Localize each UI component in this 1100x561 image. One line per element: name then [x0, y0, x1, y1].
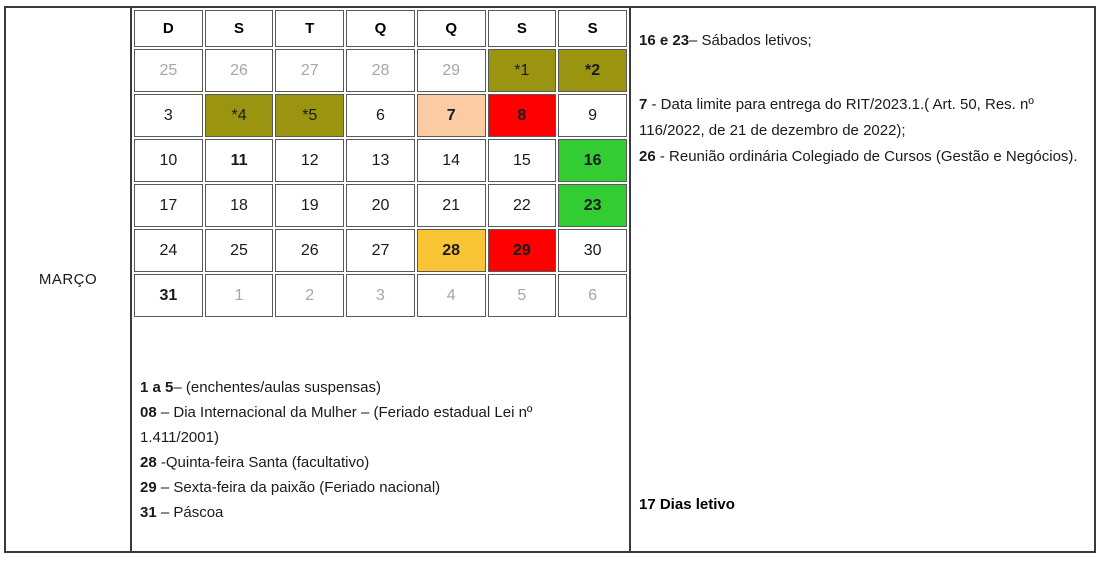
weekday-header: Q [346, 10, 415, 47]
week-row [134, 184, 627, 227]
note-line [140, 500, 615, 525]
day-cell: 9 [558, 94, 627, 137]
day-cell: 15 [488, 139, 557, 182]
note-line [140, 400, 615, 450]
day-cell: 5 [488, 274, 557, 317]
note-line [140, 375, 615, 400]
day-cell: 7 [417, 94, 486, 137]
note-prefix: 29 [140, 479, 157, 496]
day-cell: 23 [558, 184, 627, 227]
note-text: - Reunião ordinária Colegiado de Cursos (Gestão e Negócios). [655, 148, 1078, 165]
day-cell: 31 [134, 274, 203, 317]
day-cell: *5 [275, 94, 344, 137]
day-cell: 30 [558, 229, 627, 272]
day-cell: 26 [205, 49, 274, 92]
day-cell: 25 [134, 49, 203, 92]
note-text: – Sexta-feira da paixão (Feriado nacional) [156, 479, 441, 496]
weekday-header: Q [417, 10, 486, 47]
note-prefix: 28 [140, 454, 157, 471]
day-cell: 26 [275, 229, 344, 272]
day-cell: 25 [205, 229, 274, 272]
weekday-header: S [558, 10, 627, 47]
day-cell: 27 [346, 229, 415, 272]
day-cell: 29 [417, 49, 486, 92]
day-cell: *1 [488, 49, 557, 92]
day-cell: 21 [417, 184, 486, 227]
day-cell: 6 [558, 274, 627, 317]
day-cell: 6 [346, 94, 415, 137]
day-cell: 12 [275, 139, 344, 182]
calendar-weeks [134, 49, 627, 317]
week-row [134, 229, 627, 272]
day-cell: 22 [488, 184, 557, 227]
note-prefix: 16 e 23 [639, 32, 690, 49]
note-prefix: 31 [140, 504, 157, 521]
day-cell: *2 [558, 49, 627, 92]
note-text: – Dia Internacional da Mulher – (Feriado estadual Lei nº 1.411/2001) [140, 404, 533, 446]
side-notes-section [631, 8, 1094, 551]
day-cell: 14 [417, 139, 486, 182]
note-text: – Páscoa [156, 504, 224, 521]
weekday-header: S [488, 10, 557, 47]
day-cell: *4 [205, 94, 274, 137]
note-prefix: 1 a 5 [140, 379, 174, 396]
note-prefix: 26 [639, 148, 656, 165]
calendar-grid [132, 8, 629, 319]
school-days-summary: 17 Dias letivo [639, 496, 735, 513]
note-line [639, 92, 1080, 144]
calendar-section [132, 8, 631, 551]
weekday-header: S [205, 10, 274, 47]
day-cell: 4 [417, 274, 486, 317]
weekday-header: T [275, 10, 344, 47]
month-notes [132, 319, 629, 551]
note-text: – (enchentes/aulas suspensas) [173, 379, 382, 396]
day-cell: 13 [346, 139, 415, 182]
weekday-header: D [134, 10, 203, 47]
note-text: -Quinta-feira Santa (facultativo) [156, 454, 370, 471]
note-prefix: 08 [140, 404, 157, 421]
day-cell: 28 [417, 229, 486, 272]
note-prefix: 7 [639, 96, 648, 113]
month-label-cell [6, 8, 132, 551]
day-cell: 17 [134, 184, 203, 227]
day-cell: 29 [488, 229, 557, 272]
week-row [134, 49, 627, 92]
day-cell: 18 [205, 184, 274, 227]
day-cell: 16 [558, 139, 627, 182]
note-text: – Sábados letivos; [689, 32, 812, 49]
note-text: - Data limite para entrega do RIT/2023.1.( Art. 50, Res. nº 116/2022, de 21 de dezembro de 2022); [639, 96, 1034, 139]
day-cell: 8 [488, 94, 557, 137]
day-cell: 2 [275, 274, 344, 317]
march-calendar-table [4, 6, 1096, 553]
day-cell: 3 [134, 94, 203, 137]
day-cell: 1 [205, 274, 274, 317]
day-cell: 24 [134, 229, 203, 272]
day-cell: 3 [346, 274, 415, 317]
week-row [134, 274, 627, 317]
side-notes [639, 28, 1080, 170]
note-line [639, 144, 1080, 170]
day-cell: 28 [346, 49, 415, 92]
day-cell: 20 [346, 184, 415, 227]
week-row [134, 139, 627, 182]
day-cell: 11 [205, 139, 274, 182]
weekday-header-row [134, 10, 627, 47]
day-cell: 10 [134, 139, 203, 182]
day-cell: 19 [275, 184, 344, 227]
month-label: MARÇO [38, 271, 98, 288]
note-line [140, 475, 615, 500]
day-cell: 27 [275, 49, 344, 92]
note-line [639, 28, 1080, 54]
note-line [140, 450, 615, 475]
week-row [134, 94, 627, 137]
